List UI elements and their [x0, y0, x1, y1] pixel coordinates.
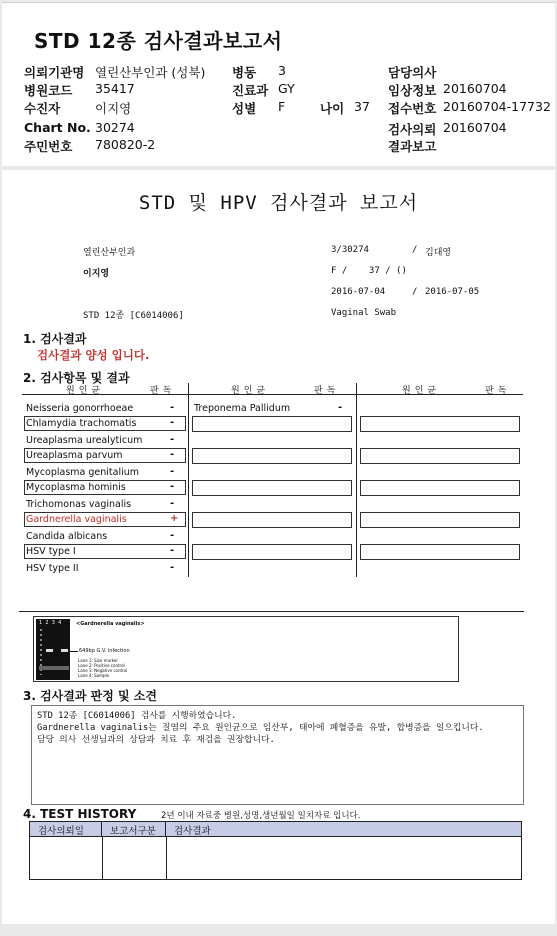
history-divider	[166, 837, 167, 879]
column-header-1	[22, 383, 188, 395]
receipt-value: 20160704-17732	[443, 99, 551, 114]
result-mark: -	[170, 466, 175, 477]
gel-caption: <Gardnerella vaginalis>	[76, 621, 145, 627]
test-code: STD 12종 [C6014006]	[83, 311, 184, 321]
dept-value: GY	[278, 81, 295, 96]
pathogen-name: HSV type II	[26, 563, 79, 574]
age-value: 37	[354, 99, 370, 114]
section-2-heading: 2. 검사항목 및 결과	[23, 371, 130, 385]
empty-result-box	[360, 512, 520, 528]
specimen: Vaginal Swab	[331, 308, 397, 318]
positive-result-message: 검사결과 양성 입니다.	[37, 348, 150, 362]
patient-name: 이지영	[83, 269, 110, 279]
report-title: STD 및 HPV 검사결과 보고서	[138, 192, 419, 214]
result-mark: -	[170, 562, 175, 573]
result-mark: -	[170, 402, 175, 413]
chart-value: 30274	[95, 120, 135, 135]
pathogen-name: Neisseria gonorrhoeae	[26, 403, 134, 414]
band-label: 649bp G.V. infection	[79, 648, 130, 654]
test-history-table	[29, 821, 522, 880]
column-header-2	[189, 383, 356, 395]
empty-result-box	[192, 544, 352, 560]
result-mark: -	[170, 545, 175, 556]
clinical-value: 20160704	[443, 81, 507, 96]
pathogen-name: Treponema Pallidum	[194, 403, 291, 414]
divider-line	[19, 611, 524, 612]
primer-band	[39, 666, 69, 670]
empty-result-box	[192, 448, 352, 464]
result-mark: -	[170, 498, 175, 509]
request-label: 검사의뢰	[388, 122, 437, 137]
receipt-label: 접수번호	[388, 101, 437, 116]
result-header: 판독	[150, 386, 176, 396]
history-col-result: 검사결과	[166, 822, 521, 837]
history-note: 2년 이내 자료중 병원,성명,생년월일 일치자료 입니다.	[161, 811, 361, 821]
hospital-code-label: 병원코드	[24, 83, 73, 98]
sex-label: 성별	[232, 101, 257, 116]
institution-value: 열린산부인과 (성북)	[95, 65, 206, 80]
gel-electrophoresis-image	[33, 616, 459, 682]
request-value: 20160704	[443, 120, 507, 135]
institution-label: 의뢰기관명	[24, 65, 85, 80]
result-mark: -	[170, 449, 175, 460]
empty-result-box	[192, 512, 352, 528]
report-label: 결과보고	[388, 139, 437, 154]
result-mark: -	[338, 402, 343, 413]
legend-line: Lane 2: Positive control	[78, 663, 125, 668]
findings-line: 담당 의사 선생님과의 상담과 치료 후 재검을 권장합니다.	[37, 735, 275, 745]
section-3-heading: 3. 검사결과 판정 및 소견	[23, 689, 157, 703]
patient-label: 수진자	[24, 101, 61, 116]
column-divider	[356, 383, 357, 577]
clinical-label: 임상정보	[388, 83, 437, 98]
clinic-name: 열린산부인과	[83, 248, 136, 258]
result-mark-positive: +	[170, 513, 179, 524]
gel-lanes	[36, 619, 70, 680]
pathogen-header-3: 원인균	[402, 386, 441, 396]
empty-result-box	[192, 416, 352, 432]
age-label: 나이	[320, 101, 345, 116]
result-mark: -	[170, 417, 175, 428]
empty-result-box	[360, 544, 520, 560]
sex-age: F / 37 / ()	[331, 266, 407, 276]
section-4-heading: 4. TEST HISTORY	[23, 807, 137, 821]
empty-result-box	[360, 480, 520, 496]
pathogen-header-2: 원인균	[231, 386, 270, 396]
legend-line: Lane 4: Sample	[78, 673, 110, 678]
result-mark: -	[170, 481, 175, 492]
column-header-3	[357, 383, 523, 395]
findings-line: Gardnerella vaginalis는 질염의 주요 원인균으로 임산부, 태아에 폐혈증을 유발, 합병증을 일으킵니다.	[37, 723, 484, 733]
doctor-label: 담당의사	[388, 65, 437, 80]
section-1-heading: 1. 검사결과	[23, 332, 87, 346]
empty-result-box	[192, 480, 352, 496]
ward-value: 3	[278, 63, 286, 78]
gel-legend	[78, 658, 127, 678]
empty-result-box	[360, 416, 520, 432]
legend-line: Lane 1: Size marker	[78, 658, 118, 663]
pathogen-name: HSV type I	[26, 546, 76, 557]
history-col-report-type: 보고서구분	[102, 822, 166, 837]
lane-labels: 1 2 3 4	[39, 620, 62, 626]
empty-result-box	[360, 448, 520, 464]
doctor-separator: /	[412, 245, 418, 255]
chart-label: Chart No.	[24, 120, 91, 135]
findings-line: STD 12종 [C6014006] 검사를 시행하였습니다.	[37, 711, 237, 721]
pathogen-name: Chlamydia trachomatis	[26, 418, 137, 429]
pathogen-name: Ureaplasma parvum	[26, 450, 123, 461]
page-title: STD 12종 검사결과보고서	[34, 29, 283, 53]
date-to: 2016-07-05	[425, 287, 480, 297]
doctor-name: 김대영	[425, 248, 452, 258]
result-header-3: 판독	[485, 386, 511, 396]
history-divider	[102, 837, 103, 879]
dept-label: 진료과	[232, 83, 269, 98]
column-divider	[188, 383, 189, 577]
history-col-request-date: 검사의뢰일	[30, 822, 102, 837]
pathogen-name-positive: Gardnerella vaginalis	[26, 514, 127, 525]
date-from: 2016-07-04	[331, 287, 386, 297]
result-header-2: 판독	[314, 386, 340, 396]
pathogen-name: Mycoplasma genitalium	[26, 467, 140, 478]
pathogen-name: Trichomonas vaginalis	[26, 499, 132, 510]
sample-band	[61, 649, 68, 652]
result-mark: -	[170, 530, 175, 541]
rrn-label: 주민번호	[24, 139, 73, 154]
pathogen-name: Candida albicans	[26, 531, 108, 542]
ward-label: 병동	[232, 65, 257, 80]
patient-value: 이지영	[95, 101, 132, 116]
findings-box	[31, 705, 524, 805]
report-sheet	[2, 170, 555, 924]
pathogen-header: 원인균	[66, 386, 105, 396]
sex-value: F	[278, 99, 286, 114]
rrn-value: 780820-2	[95, 137, 156, 152]
legend-line: Lane 3: Negative control	[78, 668, 128, 673]
pathogen-name: Mycoplasma hominis	[26, 482, 126, 493]
report-header	[2, 2, 555, 166]
result-mark: -	[170, 434, 175, 445]
positive-band	[46, 649, 53, 652]
date-separator: /	[412, 287, 418, 297]
pathogen-name: Ureaplasma urealyticum	[26, 435, 143, 446]
band-pointer	[70, 651, 78, 652]
chart-ref: 3/30274	[331, 245, 369, 255]
hospital-code-value: 35417	[95, 81, 135, 96]
test-items-table	[22, 383, 523, 577]
